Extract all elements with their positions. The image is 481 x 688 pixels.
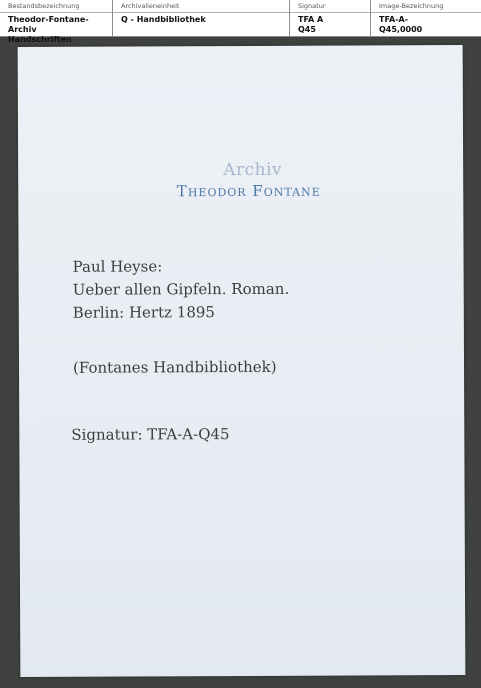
scanned-sheet <box>18 45 466 677</box>
archive-stamp-line2: Theodor Fontane <box>176 181 321 201</box>
header-label-image: Image-Bezeichnung <box>371 2 481 13</box>
metadata-header <box>0 0 481 44</box>
header-label-archivalie: Archivalieneinheit <box>113 2 289 13</box>
header-cell-bestand <box>0 0 113 44</box>
header-value-archivalie: Q - Handbibliothek <box>121 15 206 24</box>
title-line: Ueber allen Gipfeln. Roman. <box>72 279 290 299</box>
signature-line: Signatur: TFA-A-Q45 <box>71 425 230 444</box>
author-line: Paul Heyse: <box>72 257 163 276</box>
header-value-bestand: Theodor-Fontane-Archiv Handschriften <box>8 15 89 44</box>
publisher-line: Berlin: Hertz 1895 <box>72 303 215 322</box>
header-label-bestand: Bestandsbezeichnung <box>0 2 112 13</box>
archive-stamp-line1: Archiv <box>223 159 283 181</box>
header-value-signatur: TFA A Q45 <box>298 15 324 34</box>
header-cell-image <box>371 0 481 36</box>
header-label-signatur: Signatur <box>290 2 370 13</box>
collection-line: (Fontanes Handbibliothek) <box>72 357 277 377</box>
header-cell-archivalie <box>113 0 290 36</box>
header-value-image: TFA-A- Q45,0000 <box>379 15 423 34</box>
header-cell-signatur <box>290 0 371 36</box>
